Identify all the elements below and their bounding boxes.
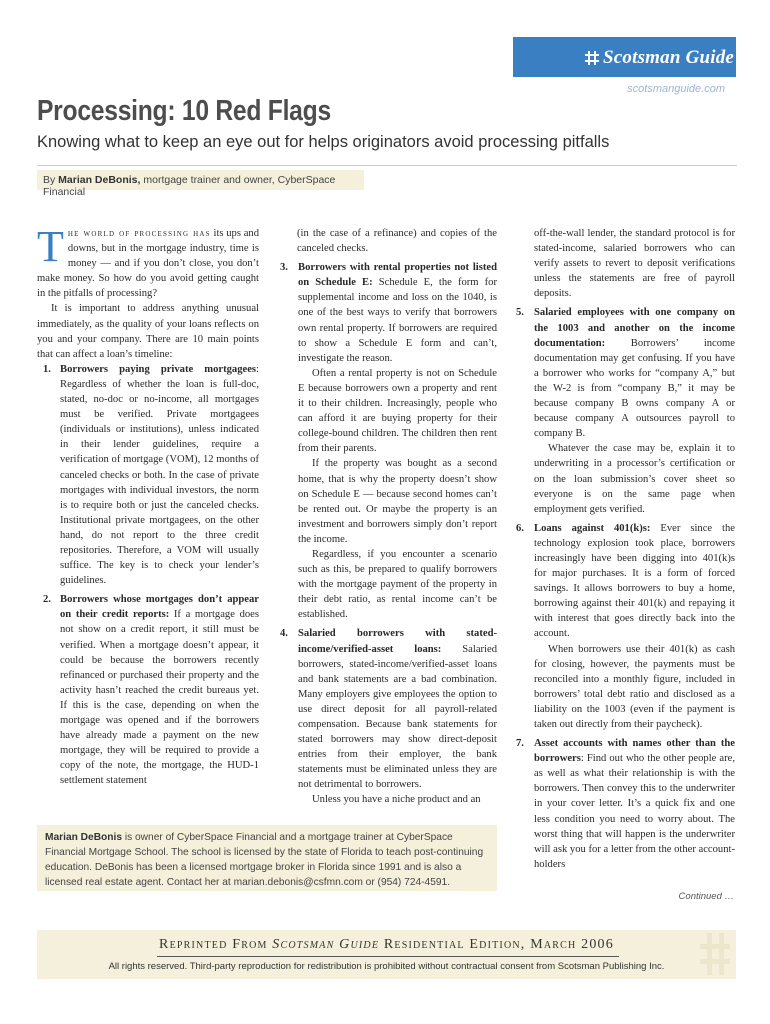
article-column-1 — [37, 222, 260, 788]
item-number: 1. — [43, 363, 51, 375]
header-divider — [37, 165, 737, 166]
item-paragraph: Regardless, if you encounter a scenario such as this, be prepared to qualify borrowers with the mortgage payment of the property in their debt ratio, as rental income can’t be established. — [298, 548, 497, 621]
item-heading: Salaried borrowers with stated-income/verified-asset loans: — [298, 628, 497, 655]
item-paragraph: Whatever the case may be, explain it to underwriting in a processor’s certification or on the loan submission’s cover sheet so everyone is on the same page when employment gets verified. — [534, 443, 735, 515]
article-column-2 — [279, 226, 497, 808]
item-heading: Loans against 401(k)s: — [534, 522, 651, 534]
item-body: Borrowers’ income documentation may get confusing. If you have a borrower who works for “company A,” but the W-2 is from “company B,” it may be because company B owns company A or because company A outsources payroll to company B. — [534, 337, 735, 440]
item-heading: Borrowers with rental properties not listed on Schedule E: — [298, 262, 497, 289]
byline-author: Marian DeBonis, — [58, 174, 141, 186]
item-4-continuation: off-the-wall lender, the standard protocol is for stated-income, salaried borrowers who can verify assets to revert to deposit verifications unless the statements are free of payroll deposits. — [534, 228, 735, 300]
item-paragraph: Unless you have a niche product and an — [312, 794, 481, 806]
item-body: If a mortgage does not show on a credit report, it still must be verified. When a mortgage doesn’t appear, it could be because the borrowers recently refinanced or purchased their property and the activity hasn’t reached the credit bureaus yet. If this is the case, depending on when the mortgage was opened and if the borrowers have already made a payment on the new mortgage, they will be required to provide a copy of the note, the mortgage, the HUD-1 settlement statement — [60, 609, 259, 787]
brand-logo — [513, 37, 736, 77]
item-2-continuation: (in the case of a refinance) and copies of the canceled checks. — [297, 228, 497, 255]
item-number: 4. — [280, 628, 288, 640]
item-number: 2. — [43, 594, 51, 606]
intro-lead: he world of processing has — [67, 228, 211, 239]
article-column-3 — [515, 226, 735, 872]
list-item-3 — [279, 260, 497, 622]
article-subtitle: Knowing what to keep an eye out for helps originators avoid processing pitfalls — [37, 133, 610, 151]
bio-text: is owner of CyberSpace Financial and a mortgage trainer at CyberSpace Financial Mortgage School. The school is licensed by the state of Florida to teach post-continuing education. DeBonis has been a licensed mortgage broker in Florida since 1991 and is also a licensed real estate agent. Contact her at marian.debonis@csfmn.com or (954) 724-4591. — [45, 832, 484, 888]
reprint-divider — [157, 956, 619, 957]
item-paragraph: If the property was bought as a second home, that is why the property doesn’t show on Schedule E — because second homes can’t be rented out. Or maybe the property is an investment and borrowers simply don’t report the income. — [298, 458, 497, 545]
byline-role: mortgage trainer and owner, CyberSpace Financial — [43, 174, 336, 198]
item-number: 5. — [516, 307, 524, 319]
item-heading: Borrowers whose mortgages don’t appear on their credit reports: — [60, 594, 259, 621]
item-heading: Asset accounts with names other than the borrowers — [534, 738, 735, 765]
item-number: 7. — [516, 738, 524, 750]
continued-note: Continued … — [678, 891, 734, 902]
item-heading: Borrowers paying private mortgagees — [60, 363, 257, 375]
item-paragraph: Often a rental property is not on Schedule E because borrowers own a property and rent it to their children. Increasingly, people who can afford it are buying property for their college-bound children. The children then rent from their parents. — [298, 367, 497, 455]
intro-paragraph-2: It is important to address anything unusual immediately, as the quality of your loans reflects on you and your company. There are 10 main points that can affect a loan’s timeline: — [37, 303, 259, 360]
list-item-5 — [515, 305, 735, 516]
list-item-6 — [515, 521, 735, 732]
author-bio — [37, 825, 497, 891]
list-item-4 — [279, 626, 497, 807]
drop-cap: T — [37, 222, 64, 271]
byline — [37, 170, 364, 198]
list-item-7 — [515, 736, 735, 872]
list-item-1 — [37, 362, 259, 588]
site-url: scotsmanguide.com — [627, 83, 725, 95]
hash-logo-icon — [585, 51, 599, 65]
article-title: Processing: 10 Red Flags — [37, 95, 331, 127]
item-number: 3. — [280, 262, 288, 274]
intro-paragraph — [37, 222, 260, 301]
item-body: : Find out who the other people are, as well as what their relationship is with the borrowers. Then convey this to the underwriter in your cover letter. It’s a quick fix and one less condition you need to worry about. The worst thing that will happen is the underwriter will ask you for a letter from the other account-holders — [534, 753, 735, 870]
item-body: Ever since the technology explosion took place, borrowers increasingly have been digging into 401(k)s for major purchases. It is a form of forced savings. It allows borrowers to buy a home, borrowing against their 401(k) and repaying it with interest that goes directly back into the account. — [534, 522, 735, 640]
logo-text: Scotsman Guide — [603, 47, 735, 68]
item-heading: Salaried employees with one company on the 1003 and another on the income documentation: — [534, 307, 735, 349]
item-body: Salaried borrowers, stated-income/verified-asset loans and bank statements are a bad combination. Many employers give employees the option to use direct deposit for all payroll-related compensation. Because bank statements for stated borrowers may show direct-deposit entries from their employer, the bank statements must be eliminated unless they are not detrimental to borrowers. — [298, 643, 497, 791]
item-paragraph: When borrowers use their 401(k) as cash for closing, however, the payments must be reconciled into a monthly figure, included in borrowers’ total debt ratio and disclosed as a liability on the 1003 (even if the payment is taken out directly from their paycheck). — [534, 643, 735, 730]
reprint-publication: Scotsman Guide — [272, 937, 380, 952]
reprint-edition: Residential Edition, March 2006 — [379, 937, 614, 952]
item-number: 6. — [516, 522, 524, 534]
bio-name: Marian DeBonis — [45, 832, 122, 843]
byline-prefix: By — [43, 174, 59, 186]
item-body: : Regardless of whether the loan is full-doc, stated, no-doc or no-income, all mortgages must be verified. Private mortgagees (individuals or institutions), unless indicated in their lender guidelines, require a verification of mortgage (VOM), 12 months of canceled checks or both. In the case of private mortgages with individual investors, the norm is to require both or just the canceled checks. Institutional private mortgagees, on the other hand, do not report to the three credit repositories. Therefore, a VOM will usually suffice. The key is to check your lender’s guidelines. — [60, 363, 259, 587]
reprint-notice — [37, 937, 736, 953]
reprint-footer — [37, 930, 736, 979]
item-body: Schedule E, the form for supplemental income and loss on the 1040, is one of the best ways to verify that borrowers own rental property. If borrowers are required to show a Schedule E form and can’t, investigate the reason. — [298, 277, 497, 364]
list-item-2 — [37, 592, 259, 788]
rights-notice: All rights reserved. Third-party reproduction for redistribution is prohibited without contractual consent from Scotsman Publishing Inc. — [108, 961, 665, 972]
intro-text: its ups and downs, but in the mortgage industry, time is money — and if you don’t close, you don’t make money. So how do you avoid getting caught in the pitfalls of processing? — [37, 228, 260, 300]
reprint-prefix: Reprinted From — [159, 937, 273, 952]
